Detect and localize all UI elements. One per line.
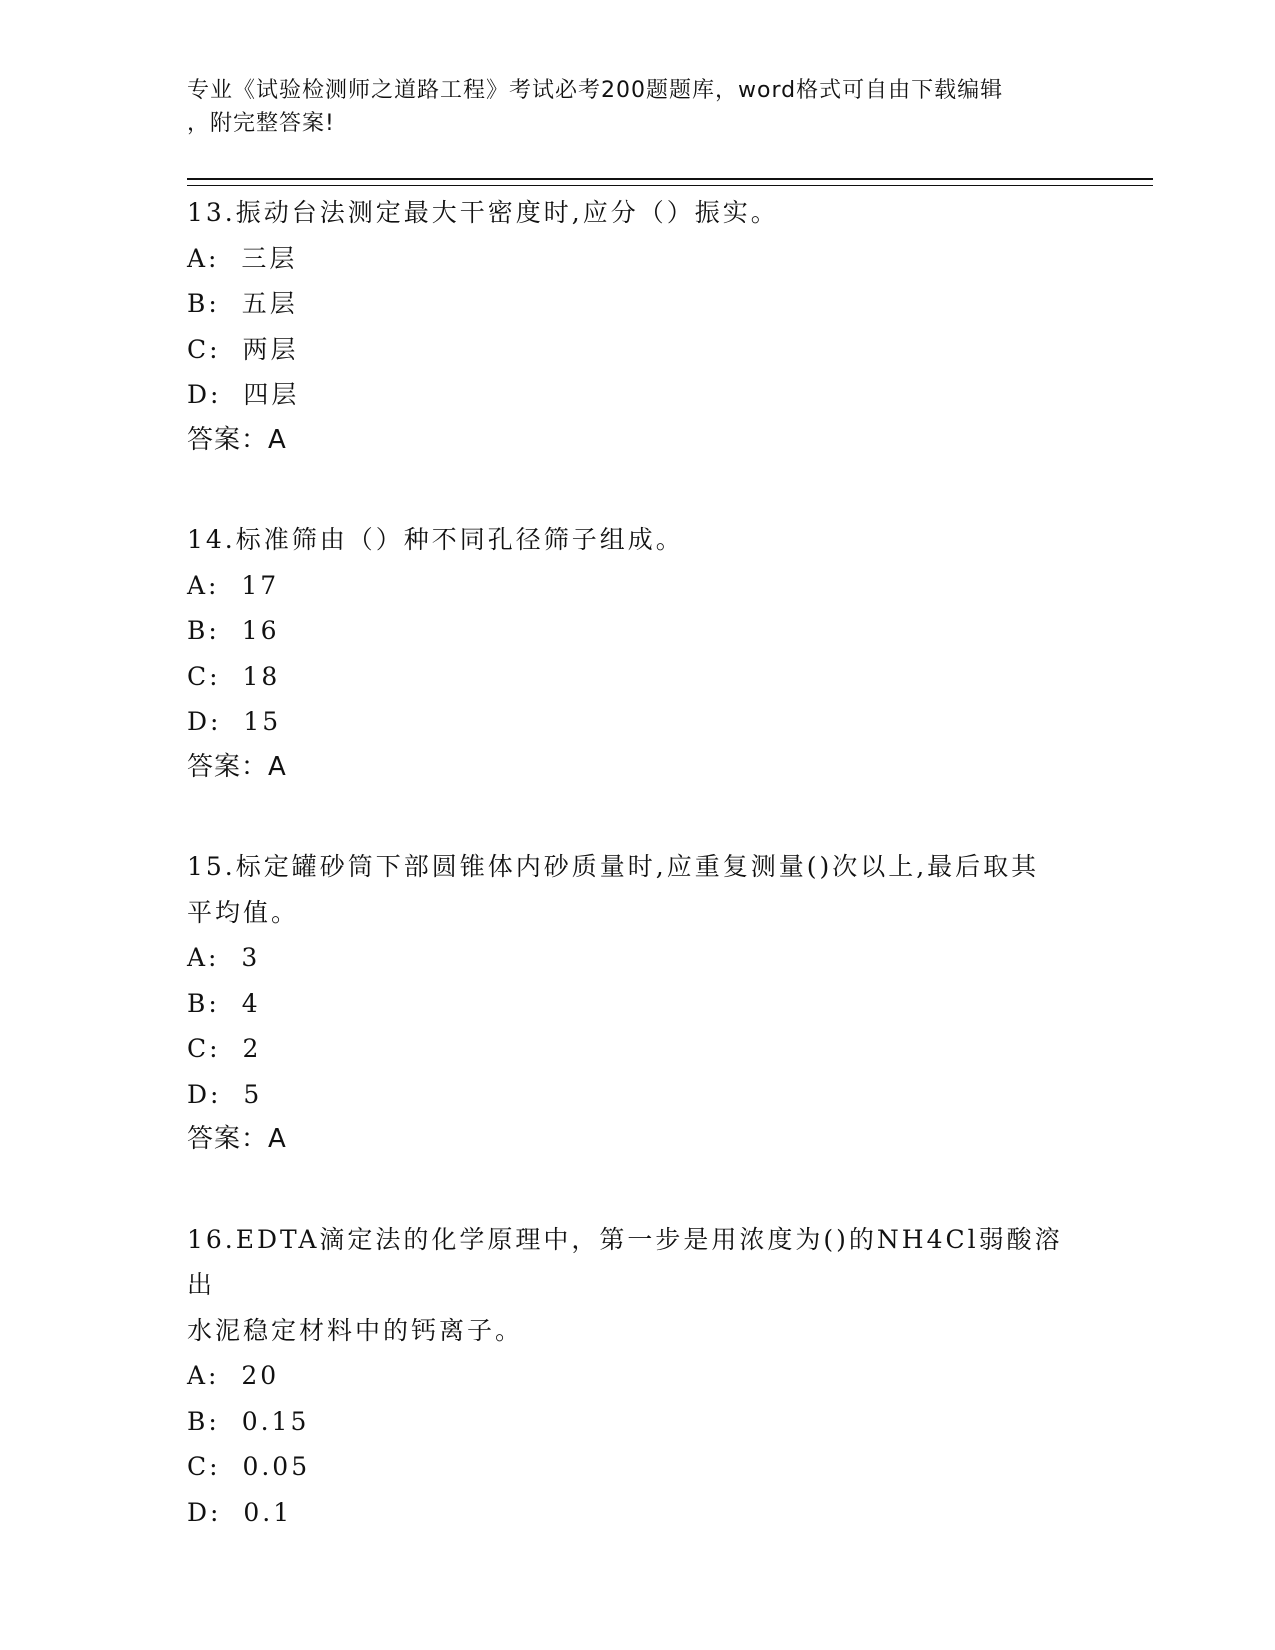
question-13 [187,190,1087,463]
option-d: D: 0.1 [187,1497,293,1527]
option-a: A: 3 [187,943,261,972]
option-c: C: 0.05 [187,1452,311,1481]
question-text: 14.标准筛由（）种不同孔径筛子组成。 [187,525,684,554]
question-text: 16.EDTA滴定法的化学原理中，第一步是用浓度为()的NH4Cl弱酸溶出 [187,1224,1063,1299]
question-text-continued: 水泥稳定材料中的钙离子。 [187,1315,524,1345]
header-title-line-2: ，附完整答案! [187,111,335,136]
option-c: C: 两层 [187,334,299,364]
question-15 [187,844,1087,1163]
question-text: 13.振动台法测定最大干密度时,应分（）振实。 [187,198,779,227]
question-list [187,190,1087,1589]
option-a: A: 三层 [187,243,298,273]
option-d: D: 四层 [187,380,300,409]
option-d: D: 15 [187,707,282,736]
option-d: D: 5 [187,1079,263,1109]
header-divider [187,178,1153,186]
question-text-continued: 平均值。 [187,897,300,927]
option-a: A: 20 [187,1361,280,1390]
header-title-line-1: 专业《试验检测师之道路工程》考试必考200题题库，word格式可自由下载编辑 [187,78,1004,103]
option-c: C: 2 [187,1034,262,1063]
option-b: B: 4 [187,988,261,1018]
answer-line: 答案：A [187,751,287,782]
answer-line: 答案：A [187,1124,287,1154]
question-text: 15.标定罐砂筒下部圆锥体内砂质量时,应重复测量()次以上,最后取其 [187,852,1040,881]
option-c: C: 18 [187,661,281,691]
question-16 [187,1217,1087,1536]
option-b: B: 0.15 [187,1406,310,1436]
answer-line: 答案：A [187,424,287,455]
option-b: B: 16 [187,616,280,645]
option-b: B: 五层 [187,289,298,318]
option-a: A: 17 [187,570,280,600]
page-header [187,74,1087,140]
question-14 [187,517,1087,790]
